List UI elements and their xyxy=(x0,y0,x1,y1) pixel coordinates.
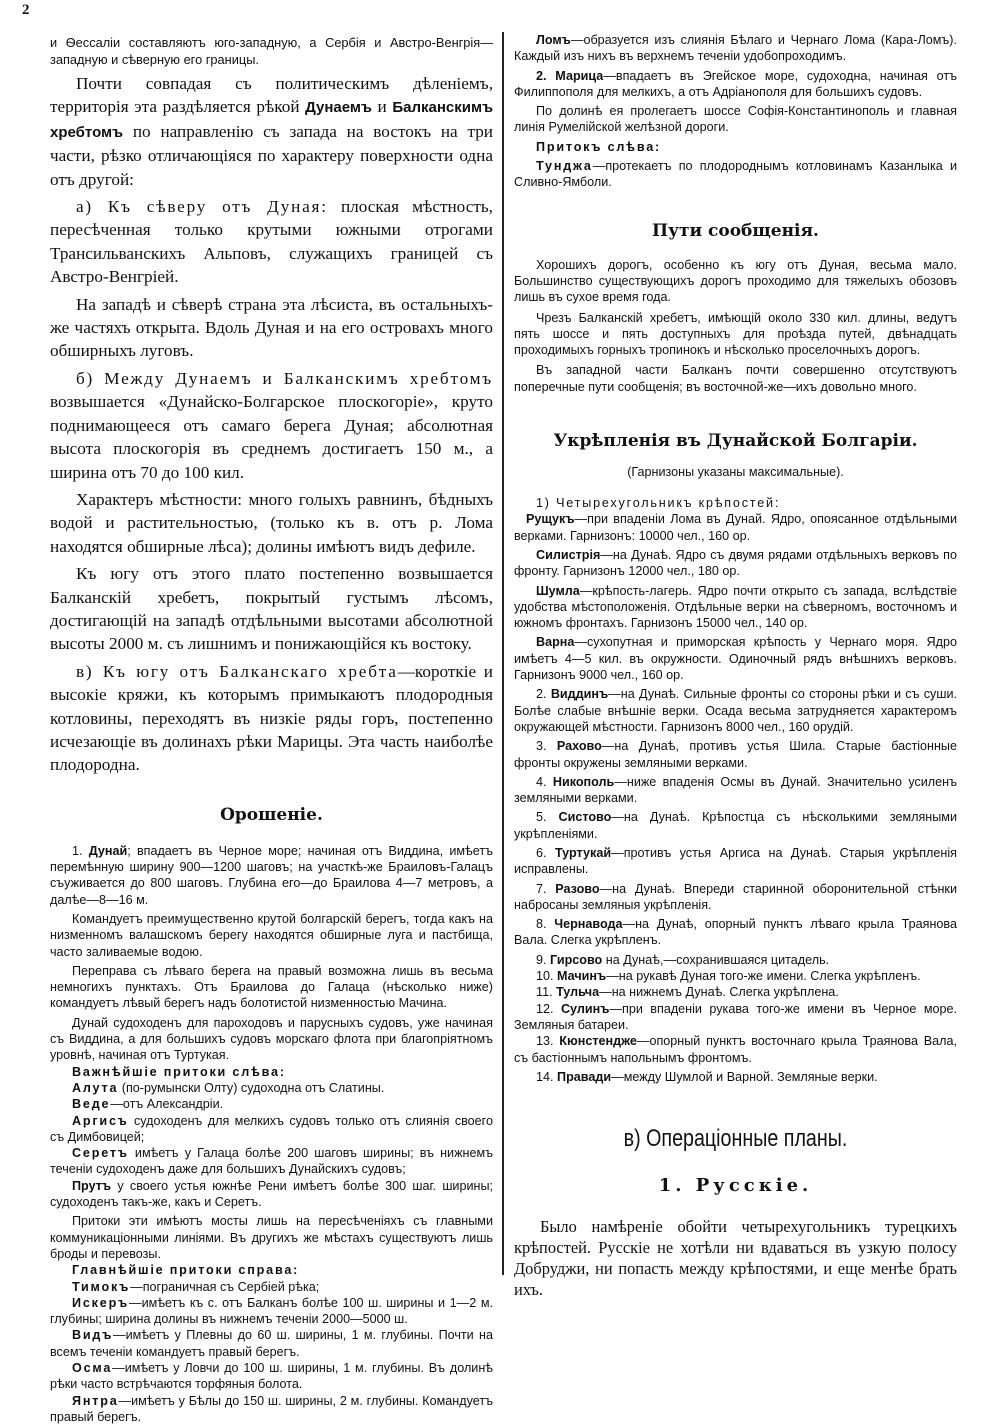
fort-entry xyxy=(514,634,957,683)
lead: а) Къ сѣверу отъ Дуная: xyxy=(76,197,328,217)
paragraph: Хорошихъ дорогъ, особенно къ югу отъ Дуная, весьма мало. Большинство существующихъ дорогъ проходимо для тяжелыхъ обозовъ лишь въ сухое время года. xyxy=(514,257,957,305)
river-entry xyxy=(514,68,957,101)
river-entry xyxy=(50,1145,493,1178)
paragraph: По долинѣ ея пролегаетъ шоссе Софія-Константинополь и главная линія Румелійской желѣзной дороги. xyxy=(514,104,957,135)
lead: Важнѣйшіе притоки слѣва: xyxy=(72,1064,286,1079)
fort-name: Варна xyxy=(536,635,575,650)
fortifications-subtitle: (Гарнизоны указаны максимальные). xyxy=(627,465,844,480)
paragraph xyxy=(50,195,493,289)
river-name: Ломъ xyxy=(536,33,571,47)
fort-entry xyxy=(514,686,957,735)
number: 13. xyxy=(536,1034,560,1049)
text: —на Дунаѣ. Сильные фронты со стороны рѣки и съ суши. Болѣе слабые внѣшніе верки. Осада весьма затрудняется характеромъ окружающей мѣстности. Гарнизонъ 8000 чел., 160 орудій. xyxy=(514,687,957,734)
fort-entry xyxy=(514,952,957,968)
text: —на Дунаѣ, опорный пунктъ лѣваго крыла Траянова Вала. Слегка укрѣпленъ. xyxy=(514,917,957,948)
number: 3. xyxy=(536,739,557,754)
paragraph: Переправа съ лѣваго берега на правый возможна лишь въ весьма немногихъ пунктахъ. Отъ Браилова до Галаца (нѣсколько ниже) командуетъ лѣвый берегъ надъ болотистой низменностью Мачина. xyxy=(50,963,493,1011)
text: —имѣетъ у Ловчи до 100 ш. ширины, 1 м. глубины. Въ долинѣ рѣки часто встрѣчаются торфяныя болота. xyxy=(50,1360,493,1392)
river-entry xyxy=(50,1080,493,1096)
fort-group-heading: 1) Четырехугольникъ крѣпостей: xyxy=(536,496,781,511)
text: —между Шумлой и Варной. Земляные верки. xyxy=(611,1069,878,1084)
section-title-routes: Пути сообщенія. xyxy=(652,220,819,241)
river-entry xyxy=(50,1360,493,1393)
text: ; впадаетъ въ Черное море; начиная отъ Виддина, имѣетъ перемѣнную ширину 900—1200 шаговъ; на участкѣ-же Браиловъ-Галацъ съуживается до 800 шаговъ. Глубина его—до Браилова 4—7 метровъ, а далѣе—8—16 м. xyxy=(50,843,493,907)
river-entry xyxy=(514,32,957,65)
section-title-russians: 1. Русскіе. xyxy=(658,1175,813,1197)
text: —противъ устья Аргиса на Дунаѣ. Старыя укрѣпленія исправлены. xyxy=(514,845,957,877)
fort-entry xyxy=(514,583,957,632)
text: у своего устья южнѣе Рени имѣетъ болѣе 300 шаг. ширины; судоходенъ такъ-же, какъ и Серетъ. xyxy=(50,1178,493,1210)
fort-name: Кюнстендже xyxy=(559,1034,637,1049)
text: —на Дунаѣ. Крѣпостца съ нѣсколькими земляными укрѣпленіями. xyxy=(514,810,957,841)
river-entry xyxy=(50,1113,493,1146)
fort-entry xyxy=(514,774,957,807)
text: (по-румынски Олту) судоходна отъ Слатины. xyxy=(118,1080,385,1095)
fort-entry xyxy=(514,968,957,984)
number: 2. xyxy=(536,687,551,702)
chapter-title-operational-plans: в) Операціонные планы. xyxy=(623,1125,848,1153)
rivers-continued xyxy=(514,32,957,191)
page-number: 2 xyxy=(22,2,30,18)
paragraph: На западѣ и сѣверѣ страна эта лѣсиста, въ остальныхъ-же частяхъ открыта. Вдоль Дуная и на его островахъ много обширныхъ луговъ. xyxy=(50,294,493,361)
fort-entry xyxy=(514,1001,957,1034)
routes-section xyxy=(514,257,957,395)
number: 14. xyxy=(536,1069,558,1084)
text: —ниже впаденія Осмы въ Дунай. Значительно усиленъ земляными верками. xyxy=(514,774,957,806)
river-name: Алута xyxy=(72,1080,119,1095)
text: —на Дунаѣ. Ядро съ двумя рядами отдѣльныхъ верковъ по фронту. Гарнизонъ 12000 чел., 180 ор. xyxy=(514,547,957,579)
bold-term: Балканскимъ хребтомъ xyxy=(50,99,494,141)
number: 7. xyxy=(536,881,556,896)
text: —крѣпость-лагерь. Ядро почти открыто съ запада, вслѣдствіе удобства мѣстоположенія. Отдѣльные верки на сѣверномъ, восточномъ и южномъ фронтахъ. Гарнизонъ 15000 чел., 140 ор. xyxy=(514,583,957,631)
fort-entry xyxy=(514,845,957,878)
fort-name: Никополь xyxy=(552,774,615,789)
text: —на рукавѣ Дуная того-же имени. Слегка укрѣпленъ. xyxy=(606,969,921,984)
terrain-section xyxy=(50,72,493,777)
river-name: Прутъ xyxy=(72,1178,112,1193)
text: —опорный пунктъ восточнаго крыла Траянова Вала, съ бастіоннымъ напольнымъ фронтомъ. xyxy=(514,1034,957,1065)
river-entry xyxy=(50,843,493,908)
text: имѣетъ у Галаца болѣе 200 шаговъ ширины; въ нижнемъ теченіи судоходенъ даже для большихъ Дунайскихъ судовъ; xyxy=(50,1146,493,1177)
river-entry xyxy=(50,1393,493,1425)
fort-name: Гирсово xyxy=(550,952,603,967)
text: —образуется изъ слиянія Бѣлаго и Чернаго Лома (Кара-Ломъ). Каждый изъ нихъ въ верхнемъ теченіи удобопроходимъ. xyxy=(514,33,957,64)
fort-name: Сулинъ xyxy=(560,1001,610,1016)
subheading xyxy=(50,1262,493,1278)
river-name: Искеръ xyxy=(72,1295,130,1310)
text: —при впаденіи Лома въ Дунай. Ядро, опоясанное отдѣльными верками. Гарнизонъ: 10000 чел., 160 ор. xyxy=(514,512,957,543)
paragraph: Командуетъ преимущественно крутой болгарскій берегъ, тогда какъ на низменномъ валашскомъ берегу находятся обширные луга и пастбища, часто заливаемые водою. xyxy=(50,911,493,959)
paragraph: Въ западной части Балканъ почти совершенно отсутствуютъ поперечные пути сообщенія; въ восточной-же—ихъ довольно много. xyxy=(514,363,957,394)
bold-term: Дунаемъ xyxy=(305,99,372,117)
lead: Главнѣйшіе притоки справа: xyxy=(72,1263,300,1278)
river-name: Тимокъ xyxy=(72,1279,131,1294)
number: 5. xyxy=(536,810,559,825)
number: 12. xyxy=(536,1001,561,1016)
text: Почти совпадая съ политическимъ дѣленіемъ, территорія эта раздѣляется рѣкой xyxy=(50,74,493,117)
number: 8. xyxy=(536,917,555,932)
fort-entry xyxy=(514,916,957,949)
fortifications-section xyxy=(514,495,957,1085)
right-column xyxy=(514,0,957,1300)
text: судоходенъ для мелкихъ судовъ только отъ слиянія своего съ Димбовицей; xyxy=(50,1113,493,1144)
number: 10. xyxy=(536,969,558,984)
text: —отъ Александріи. xyxy=(110,1097,224,1112)
paragraph: Было намѣреніе обойти четырехугольникъ турецкихъ крѣпостей. Русскіе не хотѣли ни вдаваться въ узкую полосу Добруджи, ни попасть между крѣпостями, и еще менѣе брать ихъ. xyxy=(514,1217,957,1300)
paragraph: Чрезъ Балканскій хребетъ, имѣющій около 330 кил. длины, ведутъ пять шоссе и пять доступныхъ для проѣзда путей, двѣнадцать проходимыхъ горныхъ тропинокъ и нѣсколько проселочныхъ дорогъ. xyxy=(514,310,957,358)
fort-name: Рущукъ xyxy=(526,512,575,527)
fort-name: Силистрія xyxy=(536,547,601,562)
paragraph xyxy=(50,367,493,484)
text: на Дунаѣ,—сохранившаяся цитадель. xyxy=(602,952,830,967)
paragraph: Дунай судоходенъ для пароходовъ и парусныхъ судовъ, уже начиная съ Виддина, а для большихъ судовъ морскаго флота при благопріятномъ уровнѣ, начиная отъ Туртукая. xyxy=(50,1015,493,1063)
paragraph xyxy=(50,660,493,777)
text: —на Дунаѣ, противъ устья Шила. Старые бастіонные фронты окружены земляными верками. xyxy=(514,739,957,770)
number: 1. xyxy=(72,843,89,858)
text: —сухопутная и приморская крѣпость у Чернаго моря. Ядро имѣетъ 4—5 кил. въ окружности. Одиночный рядъ внѣшнихъ верковъ. Гарнизонъ 9000 чел., 160 ор. xyxy=(514,635,957,683)
number: 6. xyxy=(536,845,555,860)
text: —имѣетъ у Бѣлы до 150 ш. ширины, 2 м. глубины. Командуетъ правый берегъ. xyxy=(50,1393,493,1424)
text: —пограничная съ Сербіей рѣка; xyxy=(130,1279,320,1294)
text: и xyxy=(371,97,393,117)
river-name: Серетъ xyxy=(72,1146,129,1161)
river-name: Осма xyxy=(72,1360,113,1375)
river-name: Янтра xyxy=(72,1393,119,1408)
paragraph: Притоки эти имѣютъ мосты лишь на пересѣченіяхъ съ главными коммуникаціонными линіями. Въ другихъ же мѣстахъ существуютъ лишь броды и перевозы. xyxy=(50,1214,493,1261)
fort-name: Шумла xyxy=(536,583,580,598)
number: 9. xyxy=(536,952,551,967)
river-name: Тунджа xyxy=(536,159,593,174)
fort-name: Разово xyxy=(555,881,600,896)
text: —протекаетъ по плодороднымъ котловинамъ Казанлыка и Сливно-Ямболи. xyxy=(514,159,957,190)
text: —на Дунаѣ. Впереди старинной оборонительной стѣнки набросаны земляныя укрѣпленія. xyxy=(514,881,957,912)
river-entry xyxy=(50,1178,493,1211)
fort-entry xyxy=(514,984,957,1000)
text: —на нижнемъ Дунаѣ. Слегка укрѣплена. xyxy=(599,985,839,1000)
irrigation-section xyxy=(50,843,493,1425)
fort-entry xyxy=(514,511,957,544)
river-entry xyxy=(514,158,957,191)
lead: в) Къ югу отъ Балканскаго хребта xyxy=(76,661,398,681)
fort-name: Чернавода xyxy=(554,917,623,932)
russians-section xyxy=(514,1216,957,1300)
section-title-fortifications: Укрѣпленія въ Дунайской Болгаріи. xyxy=(553,431,918,452)
fort-name: Виддинъ xyxy=(550,687,609,702)
lead: б) Между Дунаемъ и Балканскимъ хребтомъ xyxy=(76,368,493,388)
river-name: Дунай xyxy=(88,843,128,858)
text: —впадаетъ въ Эгейское море, судоходна, начиная отъ Филиппополя для мелкихъ, а отъ Адріанополя для большихъ судовъ. xyxy=(514,68,957,99)
subheading xyxy=(514,139,957,155)
river-name: 2. Марица xyxy=(536,68,604,83)
fort-name: Правади xyxy=(557,1069,612,1084)
left-column xyxy=(50,0,493,1425)
river-entry xyxy=(50,1327,493,1360)
text: —имѣетъ къ с. отъ Балканъ болѣе 100 ш. ширины и 1—2 м. глубины; ширина долины въ нижнемъ теченіи 2000—5000 ш. xyxy=(50,1295,493,1327)
fort-entry xyxy=(514,1033,957,1066)
text: —короткіе и высокіе кряжи, къ которымъ примыкаютъ плодородныя котловины, переходятъ въ низкіе ряды горъ, постепенно исчезающіе въ долинахъ рѣки Марицы. Эта часть наиболѣе плодородна. xyxy=(50,661,493,775)
river-name: Видъ xyxy=(72,1328,114,1343)
fort-entry xyxy=(514,809,957,842)
text: плоская мѣстность, пересѣченная только крутыми южными отрогами Трансильванскихъ Альповъ, служащихъ границей съ Австро-Венгріей. xyxy=(50,197,493,287)
river-entry xyxy=(50,1096,493,1112)
paragraph xyxy=(50,72,493,191)
section-title-irrigation: Орошеніе. xyxy=(220,804,323,825)
number: 4. xyxy=(536,774,553,789)
fort-entry xyxy=(514,1069,957,1085)
subheading xyxy=(50,1064,493,1080)
column-divider xyxy=(502,32,504,1275)
fort-entry xyxy=(514,738,957,771)
fort-name: Туртукай xyxy=(554,845,612,860)
paragraph: Къ югу отъ этого плато постепенно возвышается Балканскій хребетъ, покрытый густымъ лѣсомъ, достигающій на западѣ отдѣльными высотами абсолютной высоты 2000 м. съ лишнимъ и понижающійся къ востоку. xyxy=(50,564,493,654)
river-name: Веде xyxy=(72,1097,111,1112)
intro-paragraph: и Ѳессаліи составляютъ юго-западную, а Сербія и Австро-Венгрія—западную и сѣверную его границы. xyxy=(50,35,493,67)
text: —имѣетъ у Плевны до 60 ш. ширины, 1 м. глубины. Почти на всемъ теченіи командуетъ правый берегъ. xyxy=(50,1328,493,1359)
number: 11. xyxy=(536,985,557,1000)
fort-name: Систово xyxy=(558,810,612,825)
fort-entry xyxy=(514,881,957,914)
fort-name: Мачинъ xyxy=(557,969,607,984)
paragraph: Характеръ мѣстности: много голыхъ равнинъ, бѣдныхъ водой и растительностью, (только къ в. отъ р. Лома находятся обширные лѣса); долины имѣютъ видъ дефиле. xyxy=(50,489,493,556)
river-entry xyxy=(50,1279,493,1295)
text: возвышается «Дунайско-Болгарское плоскогоріе», круто поднимающееся отъ самаго берега Дуная; абсолютная высота плоскогорія въ среднемъ достигаетъ 150 м., а ширина отъ 70 до 100 кил. xyxy=(50,392,493,482)
lead: Притокъ слѣва: xyxy=(536,139,661,154)
fort-name: Рахово xyxy=(556,739,602,754)
fort-name: Тульча xyxy=(556,985,600,1000)
text: —при впаденіи рукава того-же имени въ Черное море. Земляныя батареи. xyxy=(514,1001,957,1032)
text: по направленію съ запада на востокъ на три части, рѣзко отличающіяся по характеру поверхности одна отъ другой: xyxy=(50,121,493,189)
river-name: Аргисъ xyxy=(72,1113,129,1128)
fort-entry xyxy=(514,547,957,580)
